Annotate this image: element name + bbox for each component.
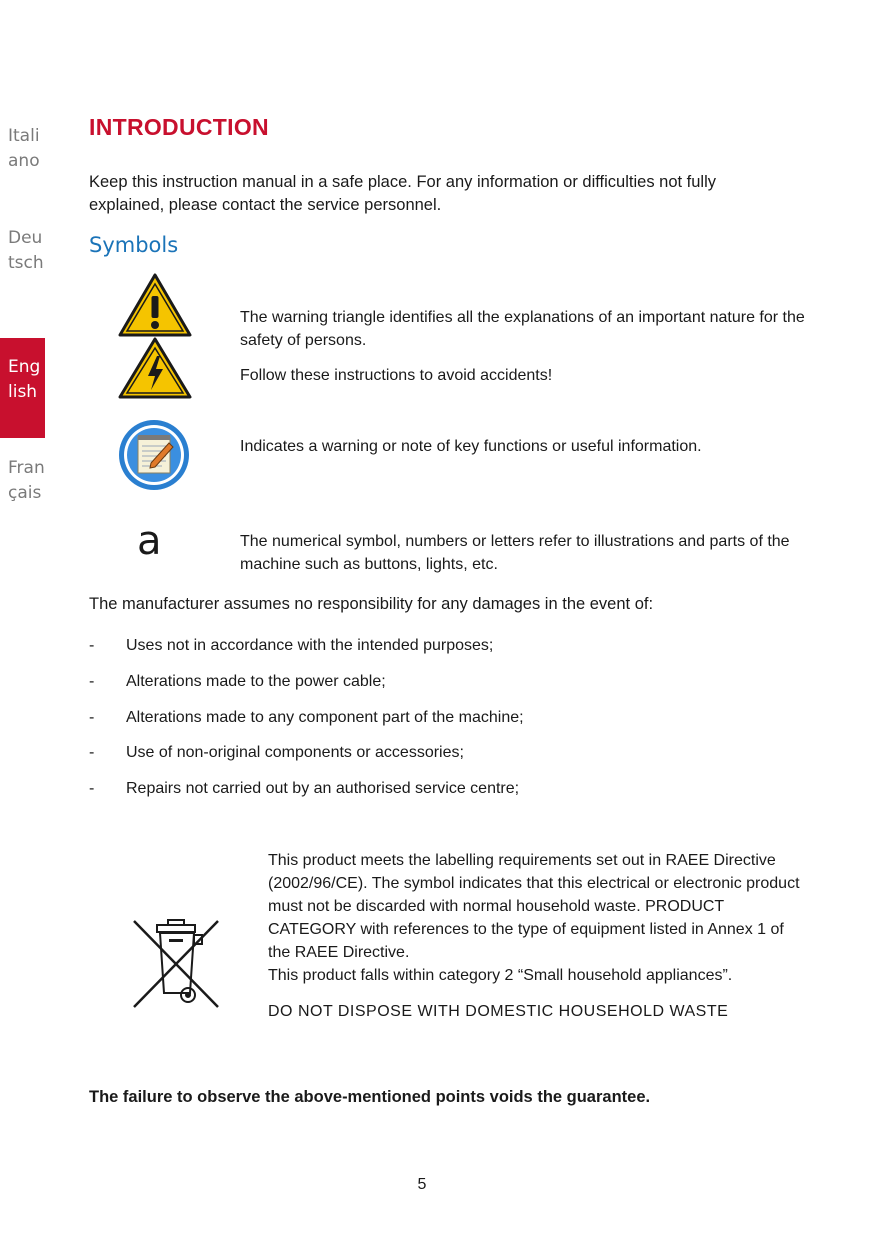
crossed-bin-icon <box>130 913 222 1009</box>
language-tab-francais[interactable] <box>0 456 45 542</box>
language-tab-label: Italiano <box>8 126 40 171</box>
language-tab-label: English <box>8 357 41 402</box>
page-title: INTRODUCTION <box>89 114 269 140</box>
warning-triangle-icon <box>117 272 193 338</box>
raee-paragraph <box>268 849 808 1023</box>
numeric-description: The numerical symbol, numbers or letters refer to illustrations and parts of the machine such as buttons, lights, etc. <box>240 533 790 573</box>
symbols-subheading: Symbols <box>89 233 179 257</box>
raee-text: This product meets the labelling requirements set out in RAEE Directive (2002/96/CE). The symbol indicates that this electrical or electronic product must not be discarded with normal household waste. PRODUCT CATEGORY with references to the type of equipment listed in Annex 1 of the RAEE Directive. <box>268 852 800 961</box>
language-tab-italiano[interactable] <box>0 124 45 214</box>
page-number: 5 <box>417 1176 427 1193</box>
note-description: Indicates a warning or note of key functions or useful information. <box>240 438 702 455</box>
warning-instruction: Follow these instructions to avoid accidents! <box>240 367 553 384</box>
warning-description: The warning triangle identifies all the explanations of an important nature for the safety of persons. <box>240 309 805 349</box>
dispose-warning: DO NOT DISPOSE WITH DOMESTIC HOUSEHOLD WASTE <box>268 1003 729 1020</box>
intro-paragraph: Keep this instruction manual in a safe place. For any information or difficulties not fully explained, please contact the service personnel. <box>89 173 717 214</box>
language-tab-english[interactable] <box>0 338 45 438</box>
numeric-symbol-example: a <box>137 518 162 564</box>
guarantee-notice: The failure to observe the above-mentioned points voids the guarantee. <box>89 1088 651 1106</box>
language-tab-label: Français <box>8 458 45 503</box>
responsibility-intro: The manufacturer assumes no responsibility for any damages in the event of: <box>89 595 654 613</box>
electric-hazard-icon <box>117 336 193 400</box>
language-tab-deutsch[interactable] <box>0 226 45 312</box>
language-tab-label: Deutsch <box>8 228 44 273</box>
raee-category: This product falls within category 2 “Small household appliances”. <box>268 967 733 984</box>
note-icon <box>117 417 191 493</box>
